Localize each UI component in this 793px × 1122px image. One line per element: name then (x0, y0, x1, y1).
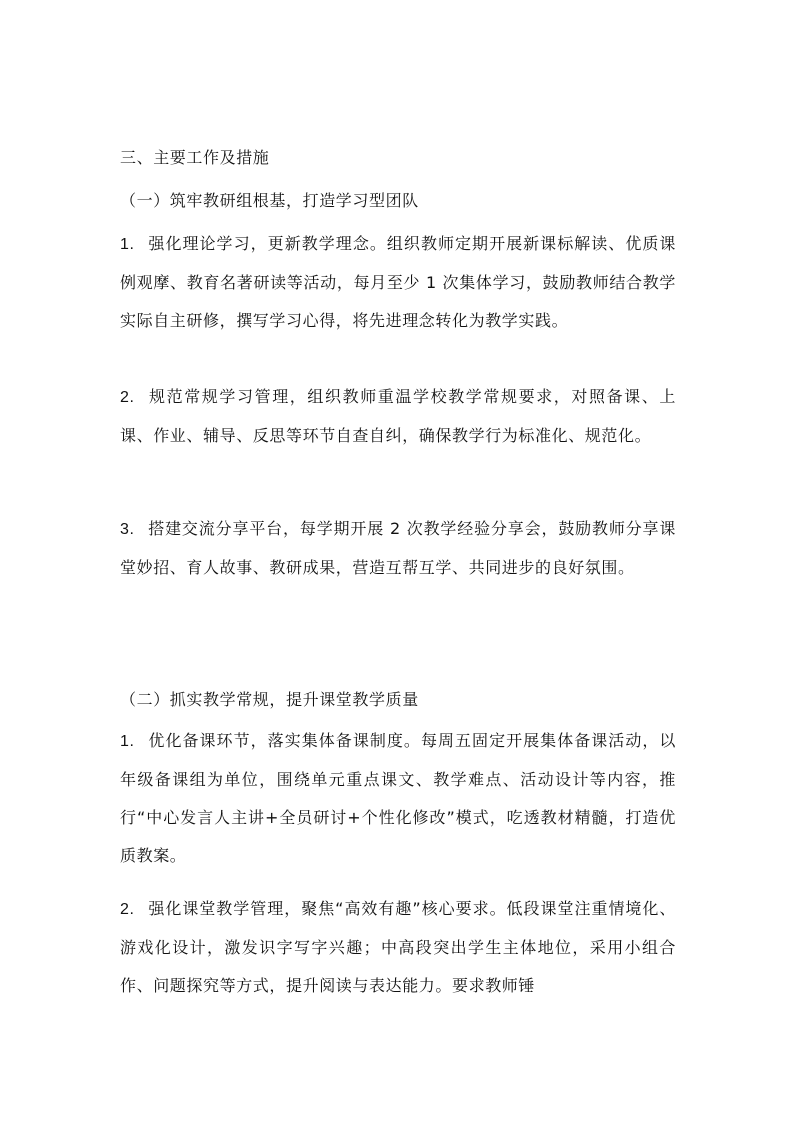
item-number: 1. (120, 236, 135, 253)
item-text: 强化理论学习，更新教学理念。组织教师定期开展新课标解读、优质课例观摩、教育名著研读等活动，每月至少 1 次集体学习，鼓励教师结合教学实际自主研修，撰写学习心得，将先进理念转化为教学实践。 (120, 234, 676, 330)
section-title: 三、主要工作及措施 (120, 148, 270, 167)
list-item (120, 378, 676, 455)
item-number: 2. (120, 901, 135, 918)
item-number: 2. (120, 389, 135, 406)
list-item (120, 510, 676, 587)
list-item (120, 225, 676, 340)
item-number: 3. (120, 521, 135, 538)
item-text: 搭建交流分享平台，每学期开展 2 次教学经验分享会，鼓励教师分享课堂妙招、育人故事、教研成果，营造互帮互学、共同进步的良好氛围。 (120, 519, 676, 577)
item-number: 1. (120, 733, 135, 750)
item-text: 强化课堂教学管理，聚焦“高效有趣”核心要求。低段课堂注重情境化、游戏化设计，激发识字写字兴趣；中高段突出学生主体地位，采用小组合作、问题探究等方式，提升阅读与表达能力。要求教师锤 (120, 899, 676, 995)
item-text: 规范常规学习管理，组织教师重温学校教学常规要求，对照备课、上课、作业、辅导、反思等环节自查自纠，确保教学行为标准化、规范化。 (120, 387, 676, 445)
list-item (120, 890, 676, 1005)
item-text: 优化备课环节，落实集体备课制度。每周五固定开展集体备课活动，以年级备课组为单位，围绕单元重点课文、教学难点、活动设计等内容，推行“中心发言人主讲+全员研讨+个性化修改”模式，吃透教材精髓，打造优质教案。 (120, 731, 676, 865)
subsection-heading-2: （二）抓实教学常规，提升课堂教学质量 (120, 690, 419, 709)
subsection-heading-1: （一）筑牢教研组根基，打造学习型团队 (120, 191, 419, 210)
list-item (120, 722, 676, 875)
